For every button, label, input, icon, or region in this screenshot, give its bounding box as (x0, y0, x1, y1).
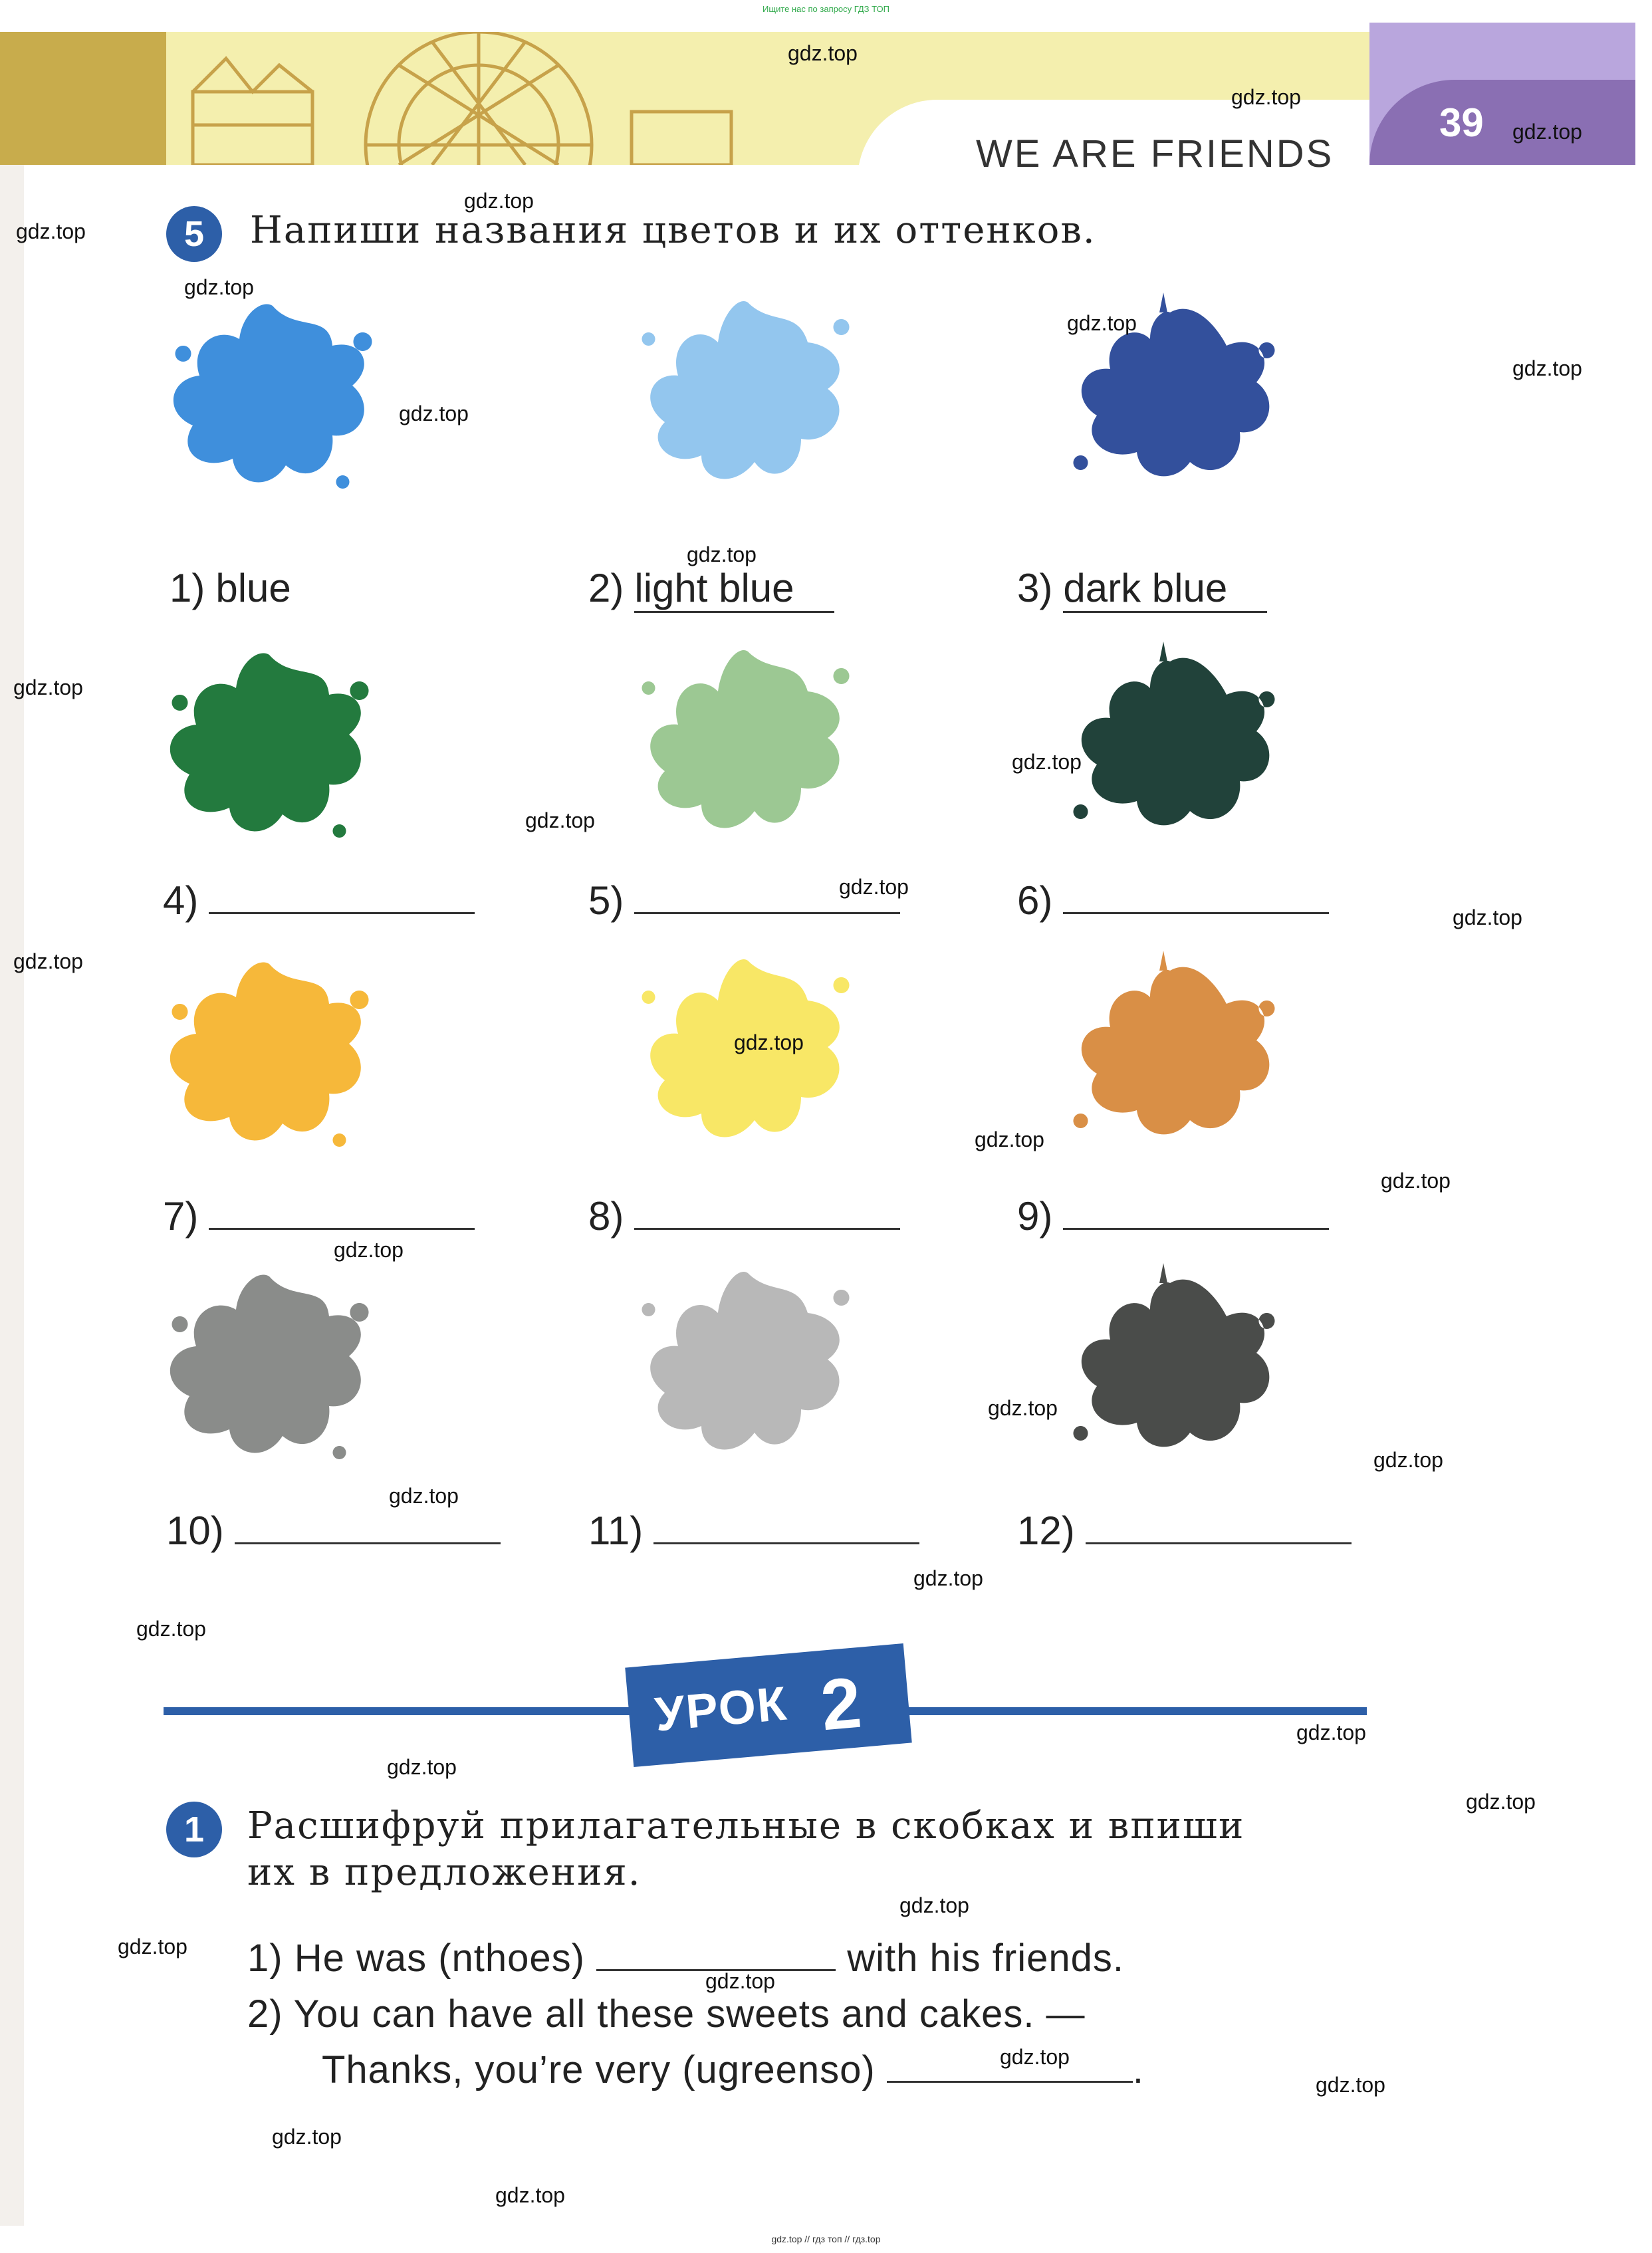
color-splat-12 (1064, 1263, 1283, 1463)
color-splat-2 (635, 293, 854, 492)
answer-label: 8) (588, 1194, 624, 1239)
watermark: gdz.top (399, 402, 469, 425)
watermark: gdz.top (705, 1969, 775, 1993)
answer-label: 6) (1017, 878, 1053, 923)
answer-blank[interactable] (1063, 899, 1329, 914)
color-splat-9 (1064, 951, 1283, 1150)
watermark: gdz.top (1453, 905, 1522, 929)
lesson-label: УРОК (652, 1677, 790, 1742)
splat-blob (1074, 951, 1275, 1134)
sentence-2-blank[interactable] (887, 2074, 1133, 2083)
answer-row-12 (1017, 1508, 1352, 1554)
watermark: gdz.top (184, 275, 254, 299)
watermark: gdz.top (495, 2183, 565, 2207)
watermark: gdz.top (839, 875, 909, 899)
watermark: gdz.top (1466, 1790, 1536, 1814)
watermark: gdz.top (16, 219, 86, 243)
splat-blob (642, 1272, 850, 1449)
answer-text[interactable]: blue (215, 566, 291, 610)
watermark: gdz.top (118, 1935, 187, 1958)
watermark: gdz.top (1316, 2073, 1385, 2097)
splat-blob (170, 1274, 369, 1459)
splat-shape (635, 642, 854, 841)
splat-blob (170, 653, 369, 838)
watermark: gdz.top (1012, 750, 1082, 774)
answer-label: 2) (588, 566, 624, 610)
answer-blank[interactable] (634, 899, 900, 914)
answer-label: 3) (1017, 566, 1053, 610)
answer-row-8 (588, 1193, 900, 1239)
splat-shape (635, 1263, 854, 1463)
answer-row-4 (163, 878, 475, 923)
task-1-title-line1: Расшифруй прилагательные в скобках и впиши (247, 1804, 1245, 1847)
sentence-2-period: . (1132, 2048, 1144, 2091)
splat-shape (1064, 951, 1283, 1150)
page-number: 39 (1439, 100, 1484, 145)
watermark: gdz.top (913, 1566, 983, 1590)
answer-label: 7) (163, 1194, 199, 1239)
sentence-1-end: with his friends. (847, 1937, 1124, 1980)
splat-blob (642, 301, 850, 479)
color-splat-7 (160, 951, 379, 1150)
page-edge (0, 165, 24, 2226)
task-5-title: Напиши названия цветов и их оттенков. (250, 209, 1096, 252)
color-splat-1 (163, 293, 382, 492)
sentence-1 (247, 1936, 1124, 1980)
answer-blank[interactable] (209, 1215, 475, 1230)
task-1-title-line2: их в предложения. (247, 1851, 642, 1894)
section-title: WE ARE FRIENDS (976, 132, 1334, 176)
watermark: gdz.top (1000, 2045, 1070, 2069)
lesson-number: 2 (817, 1661, 865, 1746)
answer-row-10 (166, 1508, 501, 1554)
watermark: gdz.top (13, 949, 83, 973)
watermark: gdz.top (136, 1617, 206, 1641)
answer-row-3 (1017, 565, 1267, 613)
top-note: Ищите нас по запросу ГДЗ ТОП (763, 4, 889, 14)
color-splat-11 (635, 1263, 854, 1463)
watermark: gdz.top (975, 1127, 1044, 1151)
splat-blob (1074, 642, 1275, 825)
answer-blank[interactable] (1063, 1215, 1329, 1230)
sentence-2 (247, 1992, 1086, 2036)
task-5-badge: 5 (166, 206, 222, 262)
sentence-1-start: He was (nthoes) (294, 1937, 585, 1980)
watermark: gdz.top (1067, 311, 1137, 335)
splat-shape (160, 1263, 379, 1463)
splat-blob (170, 962, 369, 1147)
watermark: gdz.top (1381, 1169, 1451, 1193)
watermark: gdz.top (1512, 120, 1582, 144)
task-1-badge: 1 (166, 1802, 222, 1857)
watermark: gdz.top (988, 1396, 1058, 1420)
answer-blank[interactable] (653, 1529, 919, 1544)
answer-row-7 (163, 1193, 475, 1239)
answer-label: 4) (163, 878, 199, 923)
sentence-2-line1: You can have all these sweets and cakes. — (293, 1992, 1086, 2036)
answer-row-2 (588, 565, 834, 613)
answer-row-6 (1017, 878, 1329, 923)
answer-row-11 (588, 1508, 919, 1554)
answer-row-1 (170, 565, 291, 611)
answer-label: 5) (588, 878, 624, 923)
watermark: gdz.top (389, 1484, 459, 1508)
footer: gdz.top // гдз топ // гдз.top (771, 2234, 881, 2244)
watermark: gdz.top (464, 189, 534, 213)
splat-blob (642, 650, 850, 828)
watermark: gdz.top (525, 808, 595, 832)
answer-row-9 (1017, 1193, 1329, 1239)
answer-text[interactable]: dark blue (1063, 565, 1267, 613)
answer-label: 10) (166, 1508, 224, 1553)
color-splat-4 (160, 642, 379, 841)
splat-blob (174, 304, 372, 489)
splat-shape (1064, 642, 1283, 841)
answer-blank[interactable] (634, 1215, 900, 1230)
color-splat-10 (160, 1263, 379, 1463)
answer-blank[interactable] (1086, 1529, 1352, 1544)
watermark: gdz.top (734, 1030, 804, 1054)
watermark: gdz.top (788, 41, 858, 65)
splat-shape (160, 951, 379, 1150)
sentence-2-line2: Thanks, you’re very (ugreenso) (322, 2048, 876, 2091)
splat-shape (635, 293, 854, 492)
header-left-panel (0, 32, 166, 165)
color-splat-6 (1064, 642, 1283, 841)
color-splat-5 (635, 642, 854, 841)
sentence-2-number: 2) (247, 1992, 283, 2036)
answer-blank[interactable] (209, 899, 475, 914)
splat-shape (163, 293, 382, 492)
splat-blob (1074, 1263, 1275, 1447)
watermark: gdz.top (1231, 85, 1301, 109)
page-number-hill (1369, 80, 1635, 165)
watermark: gdz.top (1296, 1720, 1366, 1744)
watermark: gdz.top (1373, 1448, 1443, 1472)
watermark: gdz.top (899, 1893, 969, 1917)
answer-label: 11) (588, 1508, 644, 1553)
answer-label: 9) (1017, 1194, 1053, 1239)
watermark: gdz.top (1512, 356, 1582, 380)
answer-label: 1) (170, 566, 205, 610)
watermark: gdz.top (387, 1755, 457, 1779)
splat-shape (1064, 1263, 1283, 1463)
splat-shape (160, 642, 379, 841)
watermark: gdz.top (272, 2125, 342, 2149)
answer-label: 12) (1017, 1508, 1075, 1553)
sentence-1-number: 1) (247, 1937, 283, 1980)
answer-blank[interactable] (235, 1529, 501, 1544)
answer-text[interactable]: light blue (634, 565, 834, 613)
watermark: gdz.top (13, 675, 83, 699)
watermark: gdz.top (334, 1238, 404, 1262)
watermark: gdz.top (687, 542, 757, 566)
